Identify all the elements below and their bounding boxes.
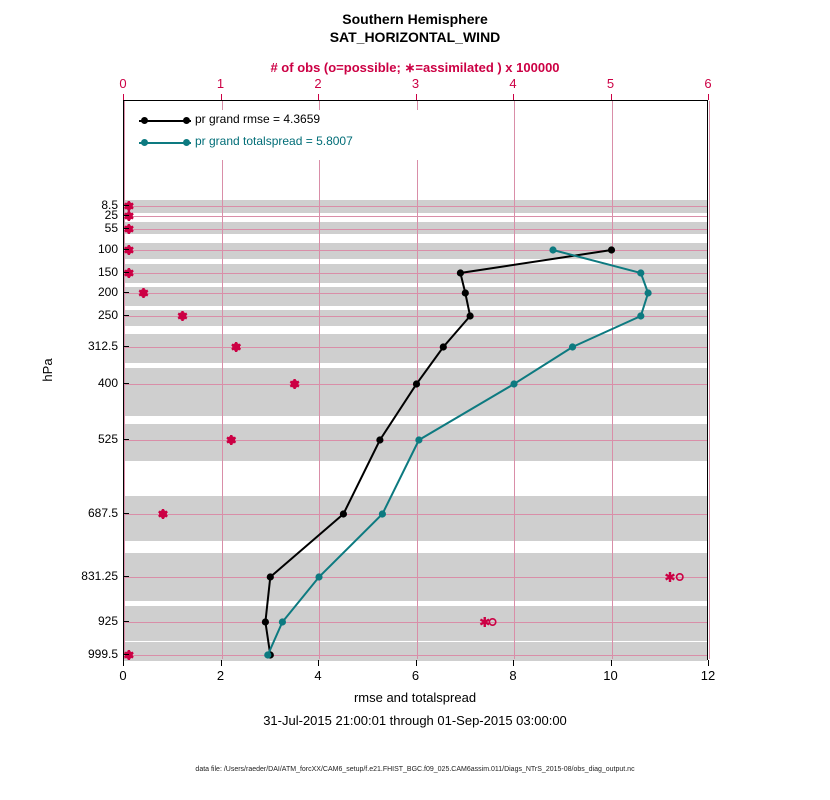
y-tick-mark — [123, 621, 129, 622]
x-tick-mark-top — [318, 94, 319, 100]
chart-title — [0, 10, 830, 46]
data-overlay — [124, 101, 709, 661]
x-tick-mark-top — [123, 94, 124, 100]
y-tick-label: 25 — [104, 208, 118, 222]
x-tick-mark-top — [611, 94, 612, 100]
plot-area — [123, 100, 708, 660]
x-tick-label-bottom: 0 — [119, 668, 127, 683]
x-tick-mark-bottom — [123, 660, 124, 666]
x-tick-label-top: 3 — [411, 76, 420, 91]
obs-axis-title: # of obs (o=possible; ∗=assimilated ) x 100000 — [270, 60, 560, 75]
x-tick-mark-bottom — [513, 660, 514, 666]
y-tick-mark — [123, 383, 129, 384]
y-tick-mark — [123, 228, 129, 229]
y-tick-label: 999.5 — [87, 647, 118, 661]
legend-dot-totalspread-right — [183, 139, 190, 146]
y-tick-mark — [123, 439, 129, 440]
y-tick-label: 150 — [97, 265, 118, 279]
y-tick-mark — [123, 292, 129, 293]
x-tick-mark-top — [416, 94, 417, 100]
legend-dot-rmse-left — [141, 117, 148, 124]
x-tick-label-top: 1 — [216, 76, 225, 91]
y-tick-mark — [123, 576, 129, 577]
x-tick-label-top: 2 — [314, 76, 322, 91]
x-tick-label-bottom: 12 — [700, 668, 716, 683]
y-tick-label: 250 — [97, 308, 118, 322]
y-tick-mark — [123, 315, 129, 316]
title-line-1: Southern Hemisphere — [342, 11, 488, 27]
x-tick-label-bottom: 6 — [411, 668, 420, 683]
x-tick-label-bottom: 8 — [509, 668, 517, 683]
y-tick-label: 312.5 — [87, 339, 118, 353]
y-tick-mark — [123, 249, 129, 250]
x-tick-label-top: 5 — [606, 76, 615, 91]
x-tick-mark-bottom — [708, 660, 709, 666]
x-axis-label: rmse and totalspread — [353, 690, 477, 705]
y-tick-label: 525 — [97, 432, 118, 446]
y-tick-label: 400 — [97, 376, 118, 390]
y-tick-mark — [123, 205, 129, 206]
y-tick-label: 831.25 — [81, 569, 118, 583]
data-file-path: data file: /Users/raeder/DAI/ATM_forcXX/CAM6_setup/f.e21.FHIST_BGC.f09_025.CAM6assim.011/Diags_NTrS_2015-08/obs_diag_output.nc — [195, 766, 635, 773]
x-tick-mark-top — [708, 94, 709, 100]
x-tick-label-top: 4 — [509, 76, 517, 91]
date-range: 31-Jul-2015 21:00:01 through 01-Sep-2015 03:00:00 — [263, 713, 567, 728]
x-tick-mark-bottom — [221, 660, 222, 666]
y-tick-mark — [123, 346, 129, 347]
y-tick-label: 687.5 — [87, 506, 118, 520]
x-tick-mark-top — [221, 94, 222, 100]
y-tick-label: 925 — [97, 614, 118, 628]
y-tick-mark — [123, 513, 129, 514]
x-tick-label-top: 0 — [119, 76, 127, 91]
legend-label-rmse: pr grand rmse = 4.3659 — [195, 112, 321, 126]
x-tick-label-bottom: 10 — [603, 668, 618, 683]
x-tick-label-bottom: 2 — [216, 668, 225, 683]
legend-label-totalspread: pr grand totalspread = 5.8007 — [195, 134, 353, 148]
legend-dot-rmse-right — [183, 117, 190, 124]
x-tick-mark-bottom — [416, 660, 417, 666]
legend — [133, 110, 463, 160]
y-tick-mark — [123, 272, 129, 273]
y-axis-label: hPa — [40, 358, 55, 382]
y-tick-label: 55 — [104, 221, 118, 235]
x-tick-mark-bottom — [318, 660, 319, 666]
y-tick-mark — [123, 215, 129, 216]
x-tick-label-top: 6 — [704, 76, 712, 91]
y-tick-mark — [123, 654, 129, 655]
title-line-2: SAT_HORIZONTAL_WIND — [329, 29, 501, 45]
x-tick-label-bottom: 4 — [314, 668, 322, 683]
y-tick-label: 200 — [97, 285, 118, 299]
legend-dot-totalspread-left — [141, 139, 148, 146]
x-tick-mark-bottom — [611, 660, 612, 666]
x-tick-mark-top — [513, 94, 514, 100]
y-tick-label: 100 — [97, 242, 118, 256]
x-gridline — [709, 101, 710, 659]
y-tick-label: 8.5 — [101, 198, 118, 212]
